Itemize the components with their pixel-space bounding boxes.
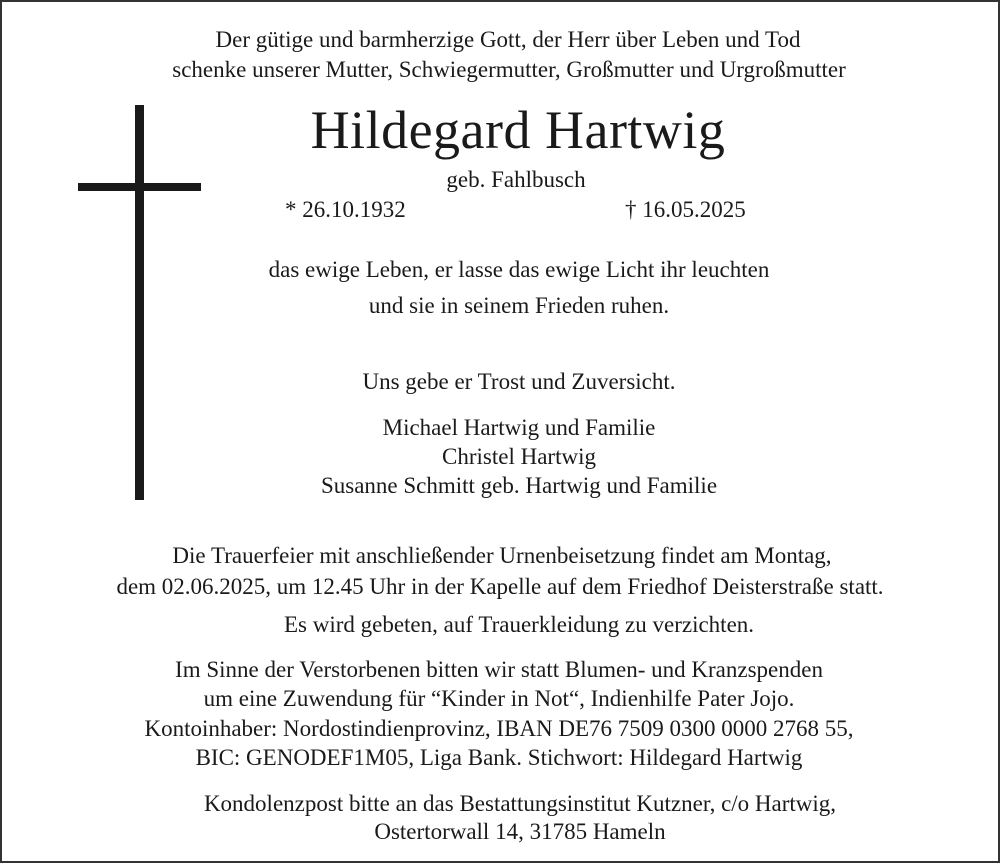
comfort-line: Uns gebe er Trost und Zuversicht. [362,369,676,394]
condolence-line: Kondolenzpost bitte an das Bestattungsinstitut Kutzner, c/o Hartwig, [203,791,837,816]
mourner: Michael Hartwig und Familie [382,415,656,440]
donation-line: Kontoinhaber: Nordostindienprovinz, IBAN DE76 7509 0300 0000 2768 55, [144,716,854,741]
ceremony-line: Die Trauerfeier mit anschließender Urnenbeisetzung findet am Montag, [172,543,832,568]
prayer-line: und sie in seinem Frieden ruhen. [368,293,670,318]
intro-line: Der gütige und barmherzige Gott, der Herr über Leben und Tod [215,27,801,52]
donation-line: BIC: GENODEF1M05, Liga Bank. Stichwort: Hildegard Hartwig [195,745,803,770]
cross-icon-vertical [135,105,144,500]
ceremony-line: dem 02.06.2025, um 12.45 Uhr in der Kapelle auf dem Friedhof Deisterstraße statt. [116,574,884,599]
mourner: Christel Hartwig [442,444,596,469]
attire-note: Es wird gebeten, auf Trauerkleidung zu verzichten. [283,612,755,637]
maiden-name: geb. Fahlbusch [446,167,586,192]
deceased-name: Hildegard Hartwig [310,100,726,160]
intro-line: schenke unserer Mutter, Schwiegermutter, Großmutter und Urgroßmutter [172,57,846,82]
mourner: Susanne Schmitt geb. Hartwig und Familie [320,473,718,498]
death-date: † 16.05.2025 [625,197,746,222]
birth-date: * 26.10.1932 [285,197,406,222]
donation-line: um eine Zuwendung für “Kinder in Not“, Indienhilfe Pater Jojo. [203,686,795,711]
cross-icon-horizontal [78,183,201,191]
prayer-line: das ewige Leben, er lasse das ewige Licht ihr leuchten [268,257,770,282]
condolence-line: Ostertorwall 14, 31785 Hameln [374,819,666,844]
donation-line: Im Sinne der Verstorbenen bitten wir statt Blumen- und Kranzspenden [175,657,823,682]
